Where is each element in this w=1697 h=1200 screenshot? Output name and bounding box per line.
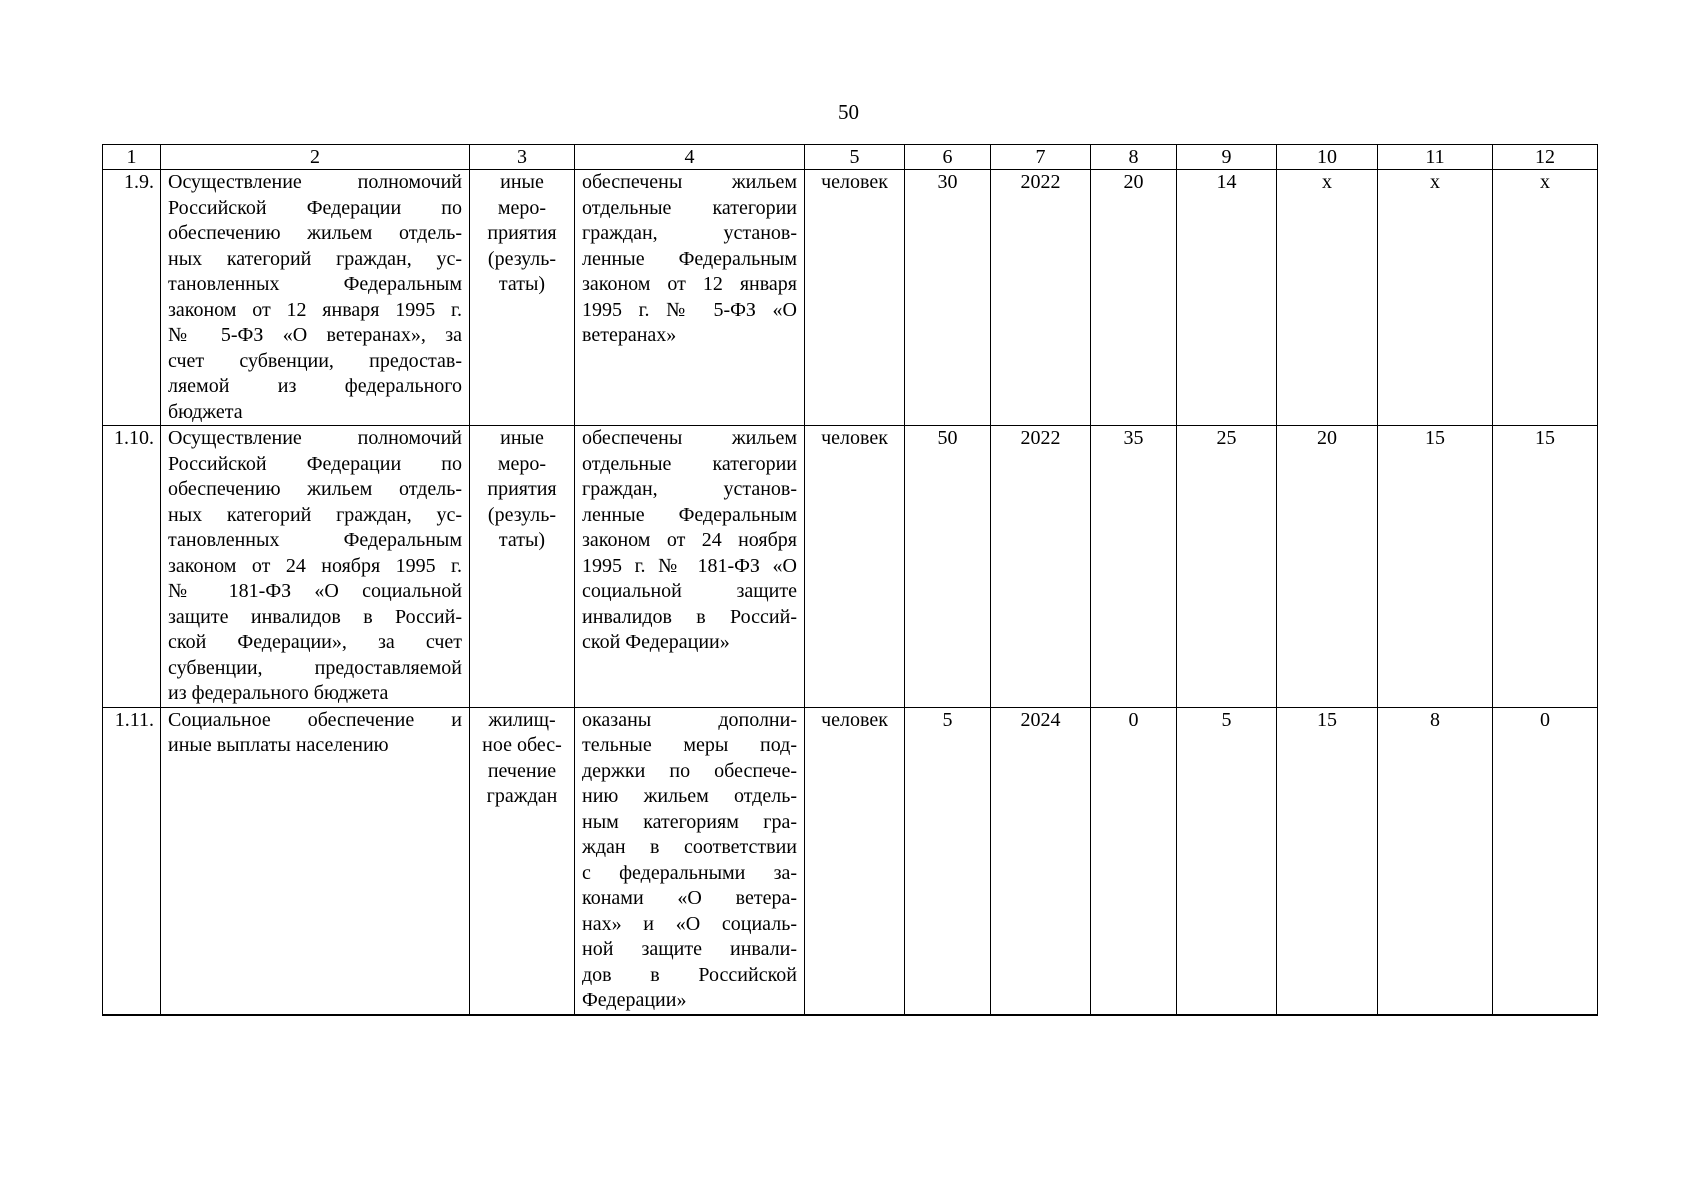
measure-type	[470, 426, 575, 708]
measure-name-line: законом от 12 января 1995 г.	[168, 298, 462, 321]
measure-name-line: ляемой из федерального	[168, 375, 462, 397]
page-number: 50	[838, 100, 859, 124]
value-cell-7: 2024	[991, 707, 1091, 1015]
measure-result-line: тельные меры под-	[582, 734, 797, 756]
measure-result-line: граждан, установ-	[582, 222, 797, 244]
value-cell-7: 2022	[991, 426, 1091, 708]
value-cell-9: 25	[1177, 426, 1277, 708]
measure-result-line: дов в Российской	[582, 963, 797, 986]
measure-result-line: ветеранах»	[582, 324, 677, 346]
measure-type-line: меро-	[497, 452, 547, 475]
measure-name-line: ных категорий граждан, ус-	[168, 247, 462, 270]
value-cell-6: 50	[905, 426, 991, 708]
measure-name-line: Социальное обеспечение и	[168, 708, 462, 731]
measure-type-line: граждан	[486, 785, 558, 807]
measure-name-line: Осуществление полномочий	[168, 171, 462, 193]
measure-result-line: с федеральными за-	[582, 861, 797, 884]
measure-result-line: законом от 24 ноября	[582, 529, 797, 551]
measure-type	[470, 707, 575, 1015]
measure-result-line: оказаны дополни-	[582, 708, 797, 731]
column-header: 3	[470, 145, 575, 170]
measure-result-line: обеспечены жильем	[582, 171, 797, 193]
table-row	[103, 170, 1598, 426]
measure-name-line: обеспечению жильем отдель-	[168, 478, 462, 500]
measure-result-line: законом от 12 января	[582, 273, 797, 295]
value-cell-10: х	[1277, 170, 1378, 426]
measure-type-line: приятия	[487, 478, 557, 500]
column-header: 8	[1091, 145, 1177, 170]
column-header: 10	[1277, 145, 1378, 170]
measure-result-line: нах» и «О социаль-	[582, 912, 797, 935]
measures-table	[102, 144, 1598, 1016]
value-cell-11: х	[1378, 170, 1493, 426]
measure-type-line: меро-	[497, 196, 547, 219]
table-header-row	[103, 145, 1598, 170]
measure-type-line: иные	[500, 171, 544, 193]
value-cell-9: 5	[1177, 707, 1277, 1015]
row-number: 1.10.	[103, 426, 161, 708]
measure-result-line: Федерации»	[582, 989, 687, 1011]
measure-name-line: из федерального бюджета	[168, 682, 389, 704]
measure-type-line: (резуль-	[487, 247, 557, 270]
column-header: 9	[1177, 145, 1277, 170]
value-cell-12: 0	[1493, 707, 1598, 1015]
measure-name-line: Российской Федерации по	[168, 452, 462, 475]
measure-result	[575, 707, 805, 1015]
table-row	[103, 707, 1598, 1015]
measure-result-line: инвалидов в Россий-	[582, 605, 797, 628]
measure-name	[161, 170, 470, 426]
measure-result-line: ской Федерации»	[582, 631, 730, 653]
value-cell-7: 2022	[991, 170, 1091, 426]
measure-result-line: ной защите инвали-	[582, 938, 797, 960]
measure-name-line: защите инвалидов в Россий-	[168, 605, 462, 628]
measure-type-line: таты)	[498, 273, 546, 295]
unit-cell: человек	[805, 707, 905, 1015]
measure-name-line: ской Федерации», за счет	[168, 631, 462, 653]
measure-type-line: (резуль-	[487, 503, 557, 526]
value-cell-6: 5	[905, 707, 991, 1015]
value-cell-10: 15	[1277, 707, 1378, 1015]
value-cell-8: 20	[1091, 170, 1177, 426]
measure-result-line: ным категориям гра-	[582, 810, 797, 833]
measure-name-line: обеспечению жильем отдель-	[168, 222, 462, 244]
value-cell-8: 0	[1091, 707, 1177, 1015]
measure-name	[161, 707, 470, 1015]
value-cell-9: 14	[1177, 170, 1277, 426]
measure-result-line: отдельные категории	[582, 196, 797, 219]
measure-name-line: счет субвенции, предостав-	[168, 349, 462, 372]
value-cell-12: х	[1493, 170, 1598, 426]
measure-result-line: социальной защите	[582, 580, 797, 602]
column-header: 12	[1493, 145, 1598, 170]
value-cell-11: 15	[1378, 426, 1493, 708]
unit-cell: человек	[805, 170, 905, 426]
measure-type-line: таты)	[498, 529, 546, 551]
measure-result-line: отдельные категории	[582, 452, 797, 475]
measure-name-line: субвенции, предоставляемой	[168, 656, 462, 679]
measure-name-line: иные выплаты населению	[168, 734, 389, 756]
measure-result-line: ждан в соответствии	[582, 836, 797, 858]
measure-name-line: тановленных Федеральным	[168, 529, 462, 551]
column-header: 2	[161, 145, 470, 170]
unit-cell: человек	[805, 426, 905, 708]
measure-type	[470, 170, 575, 426]
measure-name-line: ных категорий граждан, ус-	[168, 503, 462, 526]
measure-name-line: Российской Федерации по	[168, 196, 462, 219]
value-cell-8: 35	[1091, 426, 1177, 708]
measure-result-line: нию жильем отдель-	[582, 785, 797, 807]
value-cell-12: 15	[1493, 426, 1598, 708]
column-header: 7	[991, 145, 1091, 170]
measure-result	[575, 170, 805, 426]
column-header: 6	[905, 145, 991, 170]
measure-type-line: ное обес-	[482, 734, 562, 756]
measure-result-line: 1995 г. № 181-ФЗ «О	[582, 554, 797, 577]
measure-type-line: иные	[500, 427, 544, 449]
row-number: 1.9.	[103, 170, 161, 426]
measure-name-line: № 181-ФЗ «О социальной	[168, 580, 462, 602]
measure-name-line: тановленных Федеральным	[168, 273, 462, 295]
measure-result-line: ленные Федеральным	[582, 503, 797, 526]
value-cell-11: 8	[1378, 707, 1493, 1015]
measure-type-line: приятия	[487, 222, 557, 244]
measure-result-line: ленные Федеральным	[582, 247, 797, 270]
value-cell-10: 20	[1277, 426, 1378, 708]
measure-result-line: граждан, установ-	[582, 478, 797, 500]
measure-type-line: жилищ-	[488, 708, 556, 731]
column-header: 4	[575, 145, 805, 170]
measure-name-line: законом от 24 ноября 1995 г.	[168, 554, 462, 577]
measure-result-line: конами «О ветера-	[582, 887, 797, 909]
measure-result-line: держки по обеспече-	[582, 759, 797, 782]
value-cell-6: 30	[905, 170, 991, 426]
measure-name-line: бюджета	[168, 400, 243, 423]
row-number: 1.11.	[103, 707, 161, 1015]
measure-result	[575, 426, 805, 708]
column-header: 5	[805, 145, 905, 170]
table-row	[103, 426, 1598, 708]
measure-name-line: № 5-ФЗ «О ветеранах», за	[168, 324, 462, 346]
measure-result-line: 1995 г. № 5-ФЗ «О	[582, 298, 797, 321]
measure-name	[161, 426, 470, 708]
measure-result-line: обеспечены жильем	[582, 427, 797, 449]
measure-name-line: Осуществление полномочий	[168, 427, 462, 449]
measure-type-line: печение	[487, 759, 557, 782]
column-header: 1	[103, 145, 161, 170]
column-header: 11	[1378, 145, 1493, 170]
